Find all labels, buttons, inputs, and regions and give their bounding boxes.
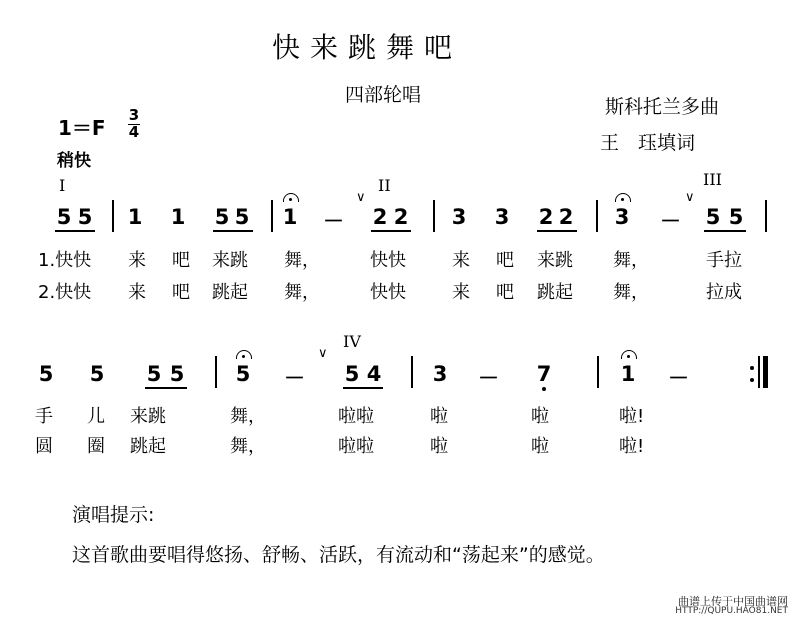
bar-line xyxy=(112,200,114,232)
lyric-syllable: 啦 xyxy=(430,436,448,457)
note: 1 xyxy=(170,205,186,229)
repeat-dot xyxy=(750,366,754,370)
lyric-syllable: 手拉 xyxy=(706,250,742,271)
lyric-syllable: 啦啦 xyxy=(338,406,374,427)
lyric-syllable: 啦! xyxy=(619,436,645,457)
lyric-syllable: 来跳 xyxy=(212,250,248,271)
key-signature: 1＝F xyxy=(58,116,106,140)
underline xyxy=(371,230,411,232)
tempo-marking: 稍快 xyxy=(57,151,91,171)
time-signature xyxy=(128,108,140,140)
rest-dash: － xyxy=(660,209,681,233)
note: 1 xyxy=(282,205,298,229)
breath-mark: ∨ xyxy=(318,346,328,361)
note: 2 xyxy=(558,205,574,229)
lyric-syllable: 啦 xyxy=(531,436,549,457)
note: 3 xyxy=(432,362,448,386)
tips-heading: 演唱提示: xyxy=(72,504,155,526)
breath-mark: ∨ xyxy=(356,190,366,205)
lyric-syllable: 来 xyxy=(128,282,146,303)
note: 5 xyxy=(77,205,93,229)
lyric-syllable: 圈 xyxy=(87,436,105,457)
time-bottom: 4 xyxy=(128,123,140,141)
bar-line xyxy=(597,356,599,388)
fermata xyxy=(236,350,252,359)
part-marker-3: III xyxy=(703,170,722,189)
note: 5 xyxy=(38,362,54,386)
part-marker-1: I xyxy=(59,176,66,195)
lyric-syllable: 舞， xyxy=(613,282,649,303)
note: 3 xyxy=(494,205,510,229)
underline xyxy=(704,230,746,232)
lyric-syllable: 儿 xyxy=(87,406,105,427)
note: 4 xyxy=(366,362,382,386)
lyric-syllable: 舞， xyxy=(284,282,320,303)
bar-line xyxy=(765,200,767,232)
note: 5 xyxy=(344,362,360,386)
lyric-syllable: 圆 xyxy=(35,436,53,457)
bar-line xyxy=(758,356,760,388)
bar-line xyxy=(433,200,435,232)
lyric-syllable: 跳起 xyxy=(130,436,166,457)
underline xyxy=(55,230,95,232)
note: 5 xyxy=(235,362,251,386)
lyric-syllable: 啦! xyxy=(619,406,645,427)
watermark-url: HTTP://QUPU.HAO81.NET xyxy=(675,606,788,616)
lyric-syllable: 手 xyxy=(35,406,53,427)
lyric-syllable: 来跳 xyxy=(537,250,573,271)
note: 1 xyxy=(620,362,636,386)
time-top: 3 xyxy=(128,106,140,124)
fermata xyxy=(621,350,637,359)
bar-line xyxy=(215,356,217,388)
lyricist-credit: 王 珏填词 xyxy=(600,132,696,154)
rest-dash: － xyxy=(284,366,305,390)
underline xyxy=(145,387,187,389)
rest-dash: － xyxy=(668,366,689,390)
note: 5 xyxy=(234,205,250,229)
lyric-syllable: 2.快快 xyxy=(38,282,92,303)
rest-dash: － xyxy=(323,209,344,233)
lyric-syllable: 吧 xyxy=(496,282,514,303)
lyric-syllable: 拉成 xyxy=(706,282,742,303)
underline xyxy=(213,230,253,232)
fermata xyxy=(283,193,299,202)
part-marker-4: IV xyxy=(343,332,361,351)
lyric-syllable: 舞， xyxy=(284,250,320,271)
part-marker-2: II xyxy=(378,176,391,195)
lyric-syllable: 啦啦 xyxy=(338,436,374,457)
note: 5 xyxy=(56,205,72,229)
note: 5 xyxy=(146,362,162,386)
lyric-syllable: 跳起 xyxy=(537,282,573,303)
bar-line xyxy=(411,356,413,388)
tips-text: 这首歌曲要唱得悠扬、舒畅、活跃，有流动和“荡起来”的感觉。 xyxy=(72,544,605,566)
composer-credit: 斯科托兰多曲 xyxy=(605,96,720,118)
breath-mark: ∨ xyxy=(685,190,695,205)
lyric-syllable: 跳起 xyxy=(212,282,248,303)
watermark-site-name: 曲谱上传于中国曲谱网 xyxy=(678,595,788,608)
fermata xyxy=(615,193,631,202)
note: 3 xyxy=(614,205,630,229)
repeat-dot xyxy=(750,378,754,382)
lyric-syllable: 啦 xyxy=(531,406,549,427)
note: 7 xyxy=(536,362,552,386)
note: 5 xyxy=(705,205,721,229)
underline xyxy=(343,387,383,389)
note: 2 xyxy=(372,205,388,229)
note: 5 xyxy=(728,205,744,229)
lyric-syllable: 吧 xyxy=(496,250,514,271)
lyric-syllable: 吧 xyxy=(172,250,190,271)
lyric-syllable: 来 xyxy=(452,250,470,271)
low-octave-dot xyxy=(542,387,546,391)
lyric-syllable: 来 xyxy=(452,282,470,303)
subtitle: 四部轮唱 xyxy=(345,84,422,106)
note: 5 xyxy=(214,205,230,229)
final-bar-line xyxy=(763,356,768,388)
lyric-syllable: 快快 xyxy=(370,250,406,271)
lyric-syllable: 舞， xyxy=(613,250,649,271)
note: 2 xyxy=(393,205,409,229)
lyric-syllable: 吧 xyxy=(172,282,190,303)
underline xyxy=(537,230,577,232)
note: 2 xyxy=(538,205,554,229)
lyric-syllable: 舞， xyxy=(230,436,266,457)
note: 5 xyxy=(89,362,105,386)
rest-dash: － xyxy=(478,366,499,390)
lyric-syllable: 啦 xyxy=(430,406,448,427)
lyric-syllable: 快快 xyxy=(370,282,406,303)
note: 5 xyxy=(169,362,185,386)
note: 3 xyxy=(451,205,467,229)
lyric-syllable: 来 xyxy=(128,250,146,271)
song-title: 快来跳舞吧 xyxy=(272,31,463,64)
bar-line xyxy=(271,200,273,232)
lyric-syllable: 舞， xyxy=(230,406,266,427)
lyric-syllable: 来跳 xyxy=(130,406,166,427)
lyric-syllable: 1.快快 xyxy=(38,250,92,271)
bar-line xyxy=(596,200,598,232)
note: 1 xyxy=(127,205,143,229)
